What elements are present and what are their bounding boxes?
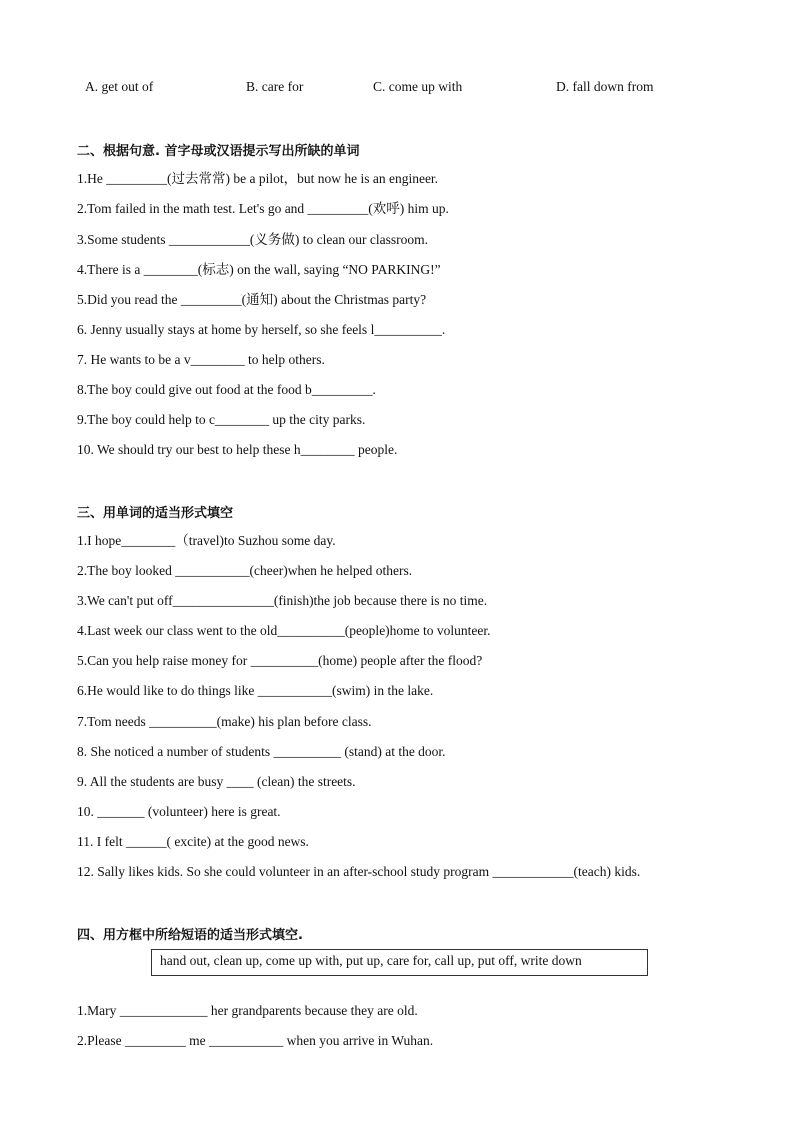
s2-question-3: 3.Some students ____________(义务做) to clean our classroom. xyxy=(77,232,428,247)
s4-question-2: 2.Please _________ me ___________ when you arrive in Wuhan. xyxy=(77,1033,434,1048)
s2-question-2: 2.Tom failed in the math test. Let's go and _________(欢呼) him up. xyxy=(77,201,449,216)
s3-question-8: 8. She noticed a number of students __________ (stand) at the door. xyxy=(77,744,446,759)
s3-question-7: 7.Tom needs __________(make) his plan before class. xyxy=(77,714,372,729)
phrase-box-text: hand out, clean up, come up with, put up, care for, call up, put off, write down xyxy=(160,953,582,968)
s4-question-1: 1.Mary _____________ her grandparents because they are old. xyxy=(77,1003,418,1018)
s3-question-3: 3.We can't put off_______________(finish)the job because there is no time. xyxy=(77,593,488,608)
s3-question-6: 6.He would like to do things like ___________(swim) in the lake. xyxy=(77,683,434,698)
answer-options-row xyxy=(0,79,800,99)
s2-question-8: 8.The boy could give out food at the food b_________. xyxy=(77,382,376,397)
s2-question-6: 6. Jenny usually stays at home by herself, so she feels l__________. xyxy=(77,322,446,337)
s3-question-4: 4.Last week our class went to the old__________(people)home to volunteer. xyxy=(77,623,491,638)
option-a: A. get out of xyxy=(85,79,154,94)
section-4-heading: 四、用方框中所给短语的适当形式填空. xyxy=(77,928,303,943)
s3-question-2: 2.The boy looked ___________(cheer)when he helped others. xyxy=(77,563,413,578)
option-b: B. care for xyxy=(246,79,304,94)
option-c: C. come up with xyxy=(373,79,463,94)
s3-question-12: 12. Sally likes kids. So she could volunteer in an after-school study program ____________(teach) kids. xyxy=(77,864,641,879)
s2-question-1: 1.He _________(过去常常) be a pilot，but now he is an engineer. xyxy=(77,171,439,186)
s3-question-5: 5.Can you help raise money for __________(home) people after the flood? xyxy=(77,653,483,668)
section-2-heading: 二、根据句意. 首字母或汉语提示写出所缺的单词 xyxy=(77,144,360,159)
s2-question-10: 10. We should try our best to help these h________ people. xyxy=(77,442,398,457)
s3-question-10: 10. _______ (volunteer) here is great. xyxy=(77,804,281,819)
s3-question-1: 1.I hope________（travel)to Suzhou some day. xyxy=(77,533,336,548)
phrase-box xyxy=(151,949,648,976)
s2-question-7: 7. He wants to be a v________ to help others. xyxy=(77,352,325,367)
s2-question-5: 5.Did you read the _________(通知) about the Christmas party? xyxy=(77,292,427,307)
s2-question-9: 9.The boy could help to c________ up the city parks. xyxy=(77,412,366,427)
s3-question-9: 9. All the students are busy ____ (clean) the streets. xyxy=(77,774,356,789)
s3-question-11: 11. I felt ______( excite) at the good news. xyxy=(77,834,309,849)
section-3-heading: 三、用单词的适当形式填空 xyxy=(77,506,234,521)
option-d: D. fall down from xyxy=(556,79,654,94)
s2-question-4: 4.There is a ________(标志) on the wall, saying “NO PARKING!” xyxy=(77,262,441,277)
